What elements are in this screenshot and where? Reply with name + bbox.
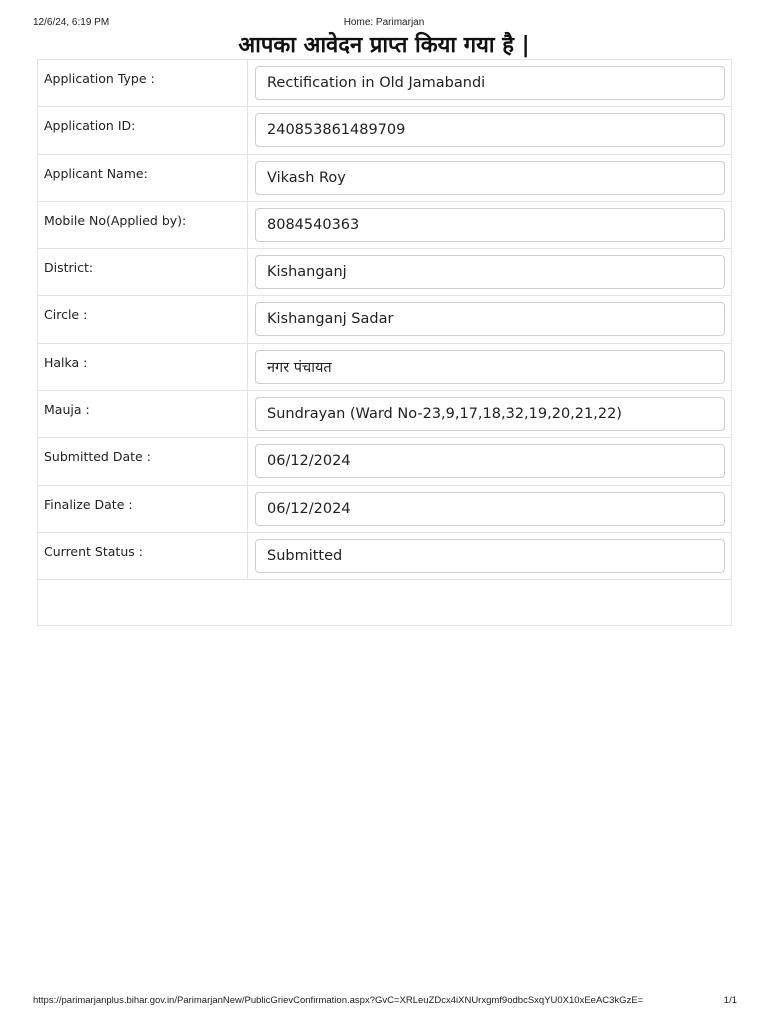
print-datetime: 12/6/24, 6:19 PM: [33, 17, 110, 28]
applicant-name-field[interactable]: Vikash Roy: [255, 161, 725, 195]
application-id-field[interactable]: 240853861489709: [255, 113, 725, 147]
field-label: Submitted Date :: [38, 438, 248, 485]
submitted-date-field[interactable]: 06/12/2024: [255, 444, 725, 478]
field-label: Circle :: [38, 296, 248, 343]
field-label: Application Type :: [38, 60, 248, 107]
field-row-halka: [38, 343, 732, 390]
mauja-field[interactable]: Sundrayan (Ward No-23,9,17,18,32,19,20,21,22): [255, 397, 725, 431]
field-label: Mobile No(Applied by):: [38, 201, 248, 248]
field-row-application-id: [38, 107, 732, 154]
print-page-title: Home: Parimarjan: [343, 17, 425, 28]
page-heading: आपका आवेदन प्राप्त किया गया है |: [238, 33, 530, 58]
mobile-no-field[interactable]: 8084540363: [255, 208, 725, 242]
field-label: Applicant Name:: [38, 154, 248, 201]
field-label: Application ID:: [38, 107, 248, 154]
application-details-table: [37, 59, 732, 626]
field-row-applicant-name: [38, 154, 732, 201]
field-label: District:: [38, 249, 248, 296]
print-url: https://parimarjanplus.bihar.gov.in/ParimarjanNew/PublicGrievConfirmation.aspx?GvC=XRLeuZDcx4iXNUrxgmf9odbcSxqYU0X10xEeAC3kGzE=: [33, 995, 644, 1006]
print-header: [0, 17, 768, 31]
field-label: Halka :: [38, 343, 248, 390]
district-field[interactable]: Kishanganj: [255, 255, 725, 289]
empty-cell: [38, 580, 732, 626]
application-type-field[interactable]: Rectification in Old Jamabandi: [255, 66, 725, 100]
print-page-number: 1/1: [723, 995, 737, 1006]
field-row-circle: [38, 296, 732, 343]
halka-field[interactable]: नगर पंचायत: [255, 350, 725, 384]
current-status-field[interactable]: Submitted: [255, 539, 725, 573]
field-row-mobile-no: [38, 201, 732, 248]
field-label: Current Status :: [38, 532, 248, 579]
field-label: Mauja :: [38, 391, 248, 438]
finalize-date-field[interactable]: 06/12/2024: [255, 492, 725, 526]
field-row-application-type: [38, 60, 732, 107]
field-row-submitted-date: [38, 438, 732, 485]
field-row-mauja: [38, 391, 732, 438]
circle-field[interactable]: Kishanganj Sadar: [255, 302, 725, 336]
field-row-district: [38, 249, 732, 296]
field-row-finalize-date: [38, 485, 732, 532]
print-footer: [0, 995, 768, 1009]
table-footer-row: [38, 580, 732, 626]
field-row-current-status: [38, 532, 732, 579]
field-label: Finalize Date :: [38, 485, 248, 532]
